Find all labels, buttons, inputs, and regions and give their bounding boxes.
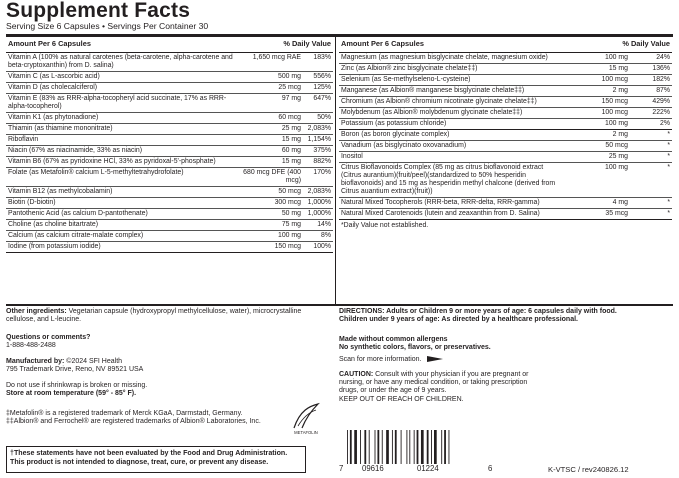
nutrient-dv: 24% <box>656 54 670 61</box>
page-title: Supplement Facts <box>6 0 191 22</box>
nutrient-amount: 300 mcg <box>274 199 301 206</box>
column-divider <box>335 37 336 304</box>
barcode-bar <box>377 430 379 464</box>
nutrient-row <box>339 108 672 119</box>
barcode-bar <box>449 430 450 464</box>
nutrient-amount: 25 mg <box>608 153 628 160</box>
nutrient-dv: 1,000% <box>307 199 331 206</box>
nutrient-dv: 183% <box>313 54 331 61</box>
nutrient-row <box>339 53 672 64</box>
nutrient-list-right <box>339 53 672 220</box>
caution-label: CAUTION: <box>339 371 374 378</box>
nutrient-row <box>6 113 333 124</box>
nutrient-name: Vitamin D (as cholecalciferol) <box>8 84 98 91</box>
nutrient-dv: 647% <box>313 95 331 102</box>
trademark-albion: ‡‡Albion® and Ferrochel® are registered trademarks of Albion® Laboratories, Inc. <box>6 418 261 426</box>
barcode-bar <box>347 430 348 464</box>
nutrient-dv: 170% <box>313 169 331 176</box>
nutrient-name: Iodine (from potassium iodide) <box>8 243 101 250</box>
nutrient-row <box>339 64 672 75</box>
directions-text: Adults or Children 9 or more years of age: 6 capsules daily with food. <box>384 308 617 315</box>
nutrient-amount: 100 mcg <box>601 109 628 116</box>
nutrient-amount: 25 mg <box>281 125 301 132</box>
nutrient-row <box>339 86 672 97</box>
nutrient-dv: 136% <box>652 65 670 72</box>
nutrient-row <box>6 198 333 209</box>
nutrient-dv: * <box>667 142 670 149</box>
nutrient-row <box>339 75 672 86</box>
contact-block <box>6 334 90 350</box>
nutrient-amount: 60 mg <box>281 147 301 154</box>
serving-info: Serving Size 6 Capsules • Servings Per Container 30 <box>6 21 209 31</box>
nutrient-dv: 182% <box>652 76 670 83</box>
nutrient-list-left <box>6 53 333 253</box>
barcode-bar <box>409 430 410 464</box>
amount-header: Amount Per 6 Capsules <box>341 39 424 48</box>
barcode-bar <box>382 430 383 464</box>
trademark-block <box>6 410 306 426</box>
nutrient-dv: 8% <box>321 232 331 239</box>
nutrient-amount: 680 mcg DFE (400 mcg) <box>243 169 301 184</box>
barcode-bar <box>434 430 437 464</box>
nutrient-amount: 150 mcg <box>601 98 628 105</box>
nutrient-dv: 375% <box>313 147 331 154</box>
nutrient-row <box>6 209 333 220</box>
nutrient-amount: 75 mg <box>281 221 301 228</box>
nutrient-row <box>6 242 333 253</box>
barcode-bar <box>401 430 402 464</box>
storage-block <box>6 382 147 398</box>
barcode-bar <box>395 430 397 464</box>
barcode-digits-1: 09616 <box>362 464 384 473</box>
nutrient-amount: 15 mg <box>281 136 301 143</box>
nutrient-dv: 2% <box>660 120 670 127</box>
barcode-bar <box>427 430 429 464</box>
dv-header: % Daily Value <box>622 39 670 48</box>
nutrient-row <box>339 130 672 141</box>
nutrient-amount: 500 mg <box>278 73 301 80</box>
nutrient-name: Biotin (D-biotin) <box>8 199 56 206</box>
mid-rule <box>6 304 673 306</box>
nutrient-name: Zinc (as Albion® zinc bisglycinate chelate‡‡) <box>341 65 478 72</box>
trademark-metafolin: ‡Metafolin® is a registered trademark of Merck KGaA, Darmstadt, Germany. <box>6 410 243 417</box>
no-synthetic-note: No synthetic colors, flavors, or preservatives. <box>339 344 491 352</box>
barcode-bar <box>414 430 415 464</box>
directions-children: Children under 9 years of age: As directed by a healthcare professional. <box>339 316 578 324</box>
keep-out-note: KEEP OUT OF REACH OF CHILDREN. <box>339 395 464 403</box>
nutrient-name: Vitamin K1 (as phytonadione) <box>8 114 99 121</box>
barcode-bar <box>421 430 424 464</box>
nutrient-row <box>6 146 333 157</box>
manufacturer-address: 795 Trademark Drive, Reno, NV 89521 USA <box>6 366 144 374</box>
nutrient-row <box>339 209 672 220</box>
nutrient-name: Vitamin C (as L-ascorbic acid) <box>8 73 100 80</box>
nutrient-name: Calcium (as calcium citrate-malate complex) <box>8 232 144 239</box>
barcode-digit-right: 6 <box>488 464 493 473</box>
barcode-digit-left: 7 <box>339 464 344 473</box>
nutrient-name: Natural Mixed Carotenoids (lutein and zeaxanthin from D. Salina) <box>341 210 540 217</box>
nutrient-dv: 222% <box>652 109 670 116</box>
facts-header <box>6 39 333 53</box>
nutrient-name: Selenium (as Se-methylseleno-L-cysteine) <box>341 76 471 83</box>
facts-right-column <box>339 39 672 232</box>
nutrient-dv: 1,000% <box>307 210 331 217</box>
nutrient-dv: 50% <box>317 114 331 121</box>
manufacturer-block <box>6 358 143 374</box>
barcode-bar <box>354 430 357 464</box>
nutrient-dv: 87% <box>656 87 670 94</box>
nutrient-dv: * <box>667 131 670 138</box>
barcode-digits-2: 01224 <box>417 464 439 473</box>
shrinkwrap-warning: Do not use if shrinkwrap is broken or missing. <box>6 382 148 389</box>
nutrient-dv: 14% <box>317 221 331 228</box>
manufactured-label: Manufactured by: <box>6 358 65 365</box>
barcode-bar <box>431 430 432 464</box>
nutrient-dv: 100% <box>313 243 331 250</box>
product-code: K-VTSC / rev240826.12 <box>548 465 629 474</box>
nutrient-dv: * <box>667 199 670 206</box>
nutrient-row <box>6 135 333 146</box>
nutrient-name: Natural Mixed Tocopherols (RRR-beta, RRR-delta, RRR-gamma) <box>341 199 540 206</box>
nutrient-name: Riboflavin <box>8 136 39 143</box>
nutrient-amount: 1,650 mcg RAE <box>252 54 301 61</box>
barcode-bar <box>369 430 370 464</box>
nutrient-name: Potassium (as potassium chloride) <box>341 120 447 127</box>
nutrient-row <box>6 187 333 198</box>
nutrient-name: Choline (as choline bitartrate) <box>8 221 99 228</box>
nutrient-name: Vitamin B6 (67% as pyridoxine HCl, 33% as pyridoxal-5'-phosphate) <box>8 158 216 165</box>
nutrient-row <box>6 83 333 94</box>
nutrient-name: Thiamin (as thiamine mononitrate) <box>8 125 113 132</box>
questions-label: Questions or comments? <box>6 334 91 341</box>
nutrient-name: Magnesium (as magnesium bisglycinate chelate, magnesium oxide) <box>341 54 548 61</box>
nutrient-row <box>6 231 333 242</box>
metafolin-logo-text: METAFOLIN <box>294 430 318 435</box>
phone-number: 1-888-488-2488 <box>6 342 56 350</box>
arrow-right-icon <box>427 356 443 362</box>
nutrient-amount: 100 mg <box>605 54 628 61</box>
nutrient-dv: 882% <box>313 158 331 165</box>
nutrient-amount: 2 mg <box>612 87 628 94</box>
nutrient-name: Vitamin E (83% as RRR-alpha-tocopheryl acid succinate, 17% as RRR-alpha-tocopherol) <box>8 95 227 110</box>
nutrient-amount: 4 mg <box>612 199 628 206</box>
nutrient-dv: 556% <box>313 73 331 80</box>
nutrient-row <box>339 97 672 108</box>
caution-block <box>339 371 539 404</box>
nutrient-name: Citrus Bioflavonoids Complex (85 mg as citrus bioflavonoid extract (Citrus aurantium)(fruit/peel)(standardized to 50% hesperidin bioflavonoids) and 15 mg as hesperidin methyl chalcone (derived from Citrus auantium extract)(fruit)) <box>341 164 556 195</box>
nutrient-amount: 100 mg <box>605 120 628 127</box>
nutrient-amount: 100 mg <box>605 164 628 171</box>
facts-header-right <box>339 39 672 53</box>
nutrient-row <box>6 94 333 113</box>
storage-note: Store at room temperature (59° - 85° F). <box>6 390 137 398</box>
nutrient-amount: 2 mg <box>612 131 628 138</box>
nutrient-name: Molybdenum (as Albion® molybdenum glycinate chelate‡‡) <box>341 109 523 116</box>
nutrient-row <box>339 141 672 152</box>
nutrient-amount: 150 mcg <box>274 243 301 250</box>
dv-note: *Daily Value not established. <box>341 222 429 229</box>
directions-block <box>339 308 673 324</box>
allergen-block <box>339 336 491 352</box>
barcode-bar <box>444 430 446 464</box>
nutrient-name: Pantothenic Acid (as calcium D-pantothenate) <box>8 210 148 217</box>
nutrient-row <box>6 168 333 187</box>
nutrient-name: Vitamin B12 (as methylcobalamin) <box>8 188 113 195</box>
nutrient-name: Boron (as boron glycinate complex) <box>341 131 450 138</box>
fda-notice: †These statements have not been evaluated by the Food and Drug Administration. This product is not intended to diagnose, treat, cure, or prevent any disease. <box>6 446 306 473</box>
nutrient-row <box>6 72 333 83</box>
metafolin-logo <box>288 400 324 436</box>
nutrient-amount: 50 mcg <box>605 142 628 149</box>
caution-text: Consult with your physician if you are pregnant or nursing, or have any medical condition, or taking prescription drugs, or under the age of 9 years. <box>339 371 529 395</box>
nutrient-row <box>6 53 333 72</box>
nutrient-dv: 2,083% <box>307 188 331 195</box>
barcode-bar <box>364 430 366 464</box>
barcode-bar <box>375 430 376 464</box>
nutrient-amount: 60 mcg <box>278 114 301 121</box>
nutrient-name: Folate (as Metafolin® calcium L-5-methyltetrahydrofolate) <box>8 169 184 176</box>
nutrient-name: Niacin (67% as niacinamide, 33% as niacin) <box>8 147 143 154</box>
nutrient-row <box>6 124 333 135</box>
allergen-note: Made without common allergens <box>339 336 448 343</box>
nutrient-amount: 50 mg <box>281 210 301 217</box>
other-ingredients-label: Other ingredients: <box>6 308 67 315</box>
nutrient-amount: 100 mg <box>278 232 301 239</box>
barcode-bar <box>406 430 407 464</box>
scan-text: Scan for more information. <box>339 356 422 363</box>
nutrient-dv: 1,154% <box>307 136 331 143</box>
dv-header: % Daily Value <box>283 39 331 48</box>
nutrient-row <box>6 220 333 231</box>
nutrient-amount: 50 mcg <box>278 188 301 195</box>
nutrient-name: Vanadium (as bisglycinato oxovanadium) <box>341 142 467 149</box>
nutrient-dv: 2,083% <box>307 125 331 132</box>
top-rule <box>6 34 673 37</box>
nutrient-name: Inositol <box>341 153 363 160</box>
nutrient-name: Manganese (as Albion® manganese bisglycinate chelate‡‡) <box>341 87 525 94</box>
nutrient-dv: * <box>667 153 670 160</box>
amount-header: Amount Per 6 Capsules <box>8 39 91 48</box>
nutrient-row <box>6 157 333 168</box>
nutrient-name: Chromium (as Albion® chromium nicotinate glycinate chelate‡‡) <box>341 98 537 105</box>
other-ingredients-text: Vegetarian capsule (hydroxypropyl methylcellulose, water), microcrystalline cellulose, and L-leucine. <box>6 308 302 324</box>
barcode-bar <box>417 430 419 464</box>
nutrient-amount: 35 mcg <box>605 210 628 217</box>
nutrient-dv: * <box>667 210 670 217</box>
nutrient-name: Vitamin A (100% as natural carotenes (beta-carotene, alpha-carotene and beta-cryptoxanthin) from D. salina) <box>8 54 233 69</box>
other-ingredients <box>6 308 326 324</box>
barcode-bar <box>386 430 389 464</box>
barcode-bar <box>350 430 352 464</box>
directions-label: DIRECTIONS: <box>339 308 385 315</box>
nutrient-dv: * <box>667 164 670 171</box>
nutrient-row <box>339 119 672 130</box>
nutrient-dv: 125% <box>313 84 331 91</box>
nutrient-amount: 100 mcg <box>601 76 628 83</box>
nutrient-amount: 15 mg <box>608 65 628 72</box>
nutrient-row <box>339 152 672 163</box>
barcode-bar <box>392 430 393 464</box>
upc-barcode <box>345 430 485 464</box>
facts-left-column <box>6 39 333 253</box>
nutrient-amount: 25 mcg <box>278 84 301 91</box>
nutrient-row <box>339 198 672 209</box>
scan-note <box>339 356 443 364</box>
nutrient-amount: 15 mg <box>281 158 301 165</box>
nutrient-dv: 429% <box>652 98 670 105</box>
manufacturer-name: ©2024 SFI Health <box>64 358 123 365</box>
barcode-bar <box>360 430 361 464</box>
barcode-bar <box>441 430 442 464</box>
nutrient-amount: 97 mg <box>281 95 301 102</box>
nutrient-row <box>339 163 672 198</box>
